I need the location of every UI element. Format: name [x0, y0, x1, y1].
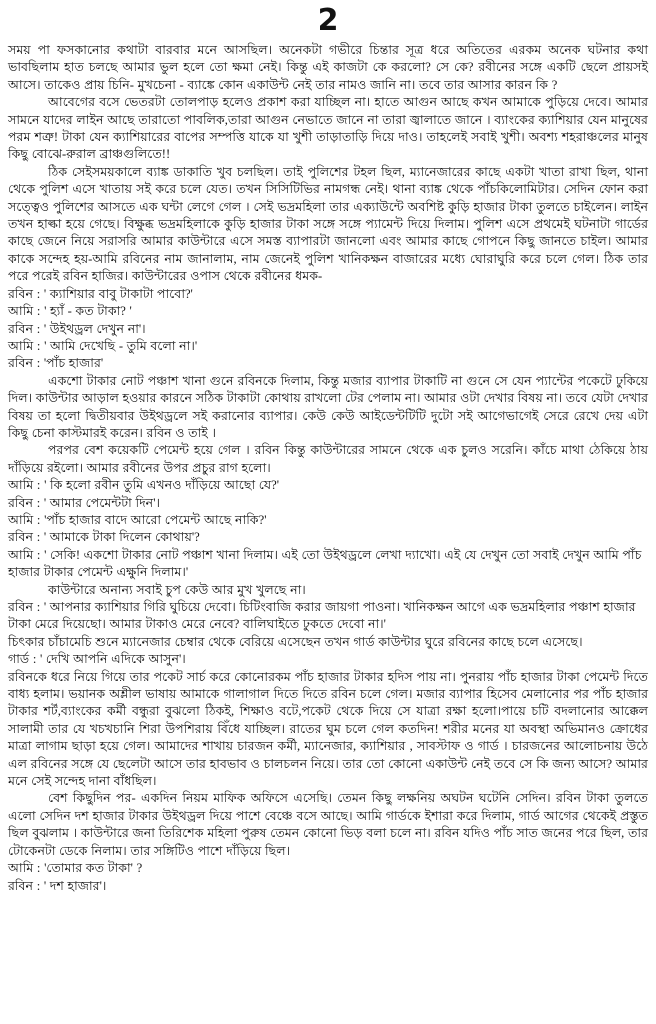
text-paragraph: রবিনকে ধরে নিয়ে গিয়ে তার পকেট সার্চ করে কোনোরকম পাঁচ হাজার টাকার হদিস পায় না। পুনরায় পাঁচ হাজার টাকা পেমেন্ট দিতে বাধ্য হলাম। ভয়ানক অশ্লীল ভাষায় আমাকে গালাগাল দিতে দিতে রবিন চলে গেল। মজার ব্যাপার হিসেব মেলানোর পর পাঁচ হাজার টাকার শর্ট,ব্যাংকের কর্মী বন্ধুরা বুঝলো ঠিকই, শিক্ষাও বটে,পকেট থেকে দিয়ে সে যাত্রা রক্ষা হলো।পায়ে চটি বদলানোর আক্কেল সালামী তার যে খচখচানি শিরা উপশিরায় বিঁধে যাচ্ছিল। রাতের ঘুম চলে গেল কতদিন! শরীর মনের যা অবস্থা অভিমানও ক্রোধের মাত্রা লাগাম ছাড়া হয়ে গেল। আমাদের শাখায় চারজন কর্মী, ম্যানেজার, ক্যাশিয়ার , সাবস্টাফ ও গার্ড । চারজনের আলোচনায় উঠে এল রবিনের সঙ্গে যে ছেলেটা আসে তার হাবভাব ও চালচলন নিয়ে। তার তো কোনো একাউন্ট নেই তবে সে কি জন্য আসে? আমার মনে সেই সন্দেহ দানা বাঁধছিল। [8, 669, 648, 789]
dialogue-line: রবিন : 'পাঁচ হাজার' [8, 356, 104, 371]
text-paragraph: পরপর বেশ কয়েকটি পেমেন্ট হয়ে গেল । রবিন কিন্তু কাউন্টারের সামনে থেকে এক চুলও সরেনি। কাঁচে মাথা ঠেকিয়ে ঠায় দাঁড়িয়ে রইলো। আমার রবীনের উপর প্রচুর রাগ হলো। [8, 443, 648, 475]
dialogue-line: আমি : ' আমি দেখেছি - তুমি বলো না।' [8, 338, 198, 353]
dialogue-line: রবিন : ' আপনার ক্যাশিয়ার গিরি ঘুচিয়ে দেবো। চিটিংবাজি করার জায়গা পাওনা। খানিকক্ষন আগে এক ভদ্রমহিলার পঞ্চাশ হাজার টাকা মেরে দিয়েছো। আমার টাকাও মেরে নেবে? বালিঘাইতে ঢুকতে দেবো না।' [8, 600, 636, 632]
text-paragraph: সময় পা ফসকানোর কথাটা বারবার মনে আসছিল। অনেকটা গভীরে চিন্তার সূত্র ধরে অতিতের এরকম অনেক ঘটনার কথা ভাবছিলাম হাত চলছে আমার ভুল হলে তো ক্ষমা নেই। কিন্তু এই কাজটা কে করলো? সে কে? রবীনের সঙ্গে একটি ছেলে প্রায়সই আসে। তাকেও প্রায় চিনি- মুখচেনা - ব্যাঙ্কে কোন একাউন্ট নেই তার নামও জানি না। তবে তার আসার কারন কি ? [8, 43, 648, 92]
dialogue-line: আমি : ' সেকি! একশো টাকার নোট পঞ্চাশ খানা দিলাম। এই তো উইথড্রলে লেখা দ্যাখো। এই যে দেখুন তো সবাই দেখুন আমি পাঁচ হাজার টাকার পেমেন্ট এক্ষুনি দিলাম।' [8, 547, 642, 580]
text-paragraph: ঠিক সেইসময়কালে ব্যাঙ্ক ডাকাতি খুব চলছিল। তাই পুলিশের টহল ছিল, ম্যানেজারের কাছে একটা খাতা রাখা ছিল, থানা থেকে পুলিশ এসে খাতায় সই করে চলে যেত। তখন সিসিটিভির নামগন্ধ নেই। থানা ব্যাঙ্ক থেকে পাঁচকিলোমিটার। সেদিন ফোন করা সত্ত্বেও পুলিশের আসতে এক ঘন্টা লেগে গেল । সেই ভদ্রমহিলা তার এক্যাউন্টে অবশিষ্ট কুড়ি হাজার টাকা তুলতে চাইলেন। লাইন তখন হাল্কা হয়ে গেছে। বিক্ষুব্ধ ভদ্রমহিলাকে কুড়ি হাজার টাকা সঙ্গে সঙ্গে প্যামেন্ট দিয়ে দিলাম। পুলিশ এসে প্রথমেই ঘটনাটা গার্ডের কাছে জেনে নিয়ে সরাসরি আমার কাউন্টারে এসে সমস্ত ব্যাপারটা জানলো এবং আমার কাছে গোপনে কিছু জানতে চাইল। আমার কাকে সন্দেহ হয়-আমি রবিনের নাম জানালাম, নাম জেনেই পুলিশ খানিকক্ষন বাজারের মধ্যে ঘোরাঘুরি করে চলে গেল। ঠিক তার পরে পরেই রবিন হাজির। কাউন্টারের ওপাস থেকে রবীনের ধমক- [8, 164, 648, 284]
dialogue-line: রবিন : ' দশ হাজার'। [8, 878, 107, 893]
dialogue-line: রবিন : ' ক্যাশিয়ার বাবু টাকাটা পাবো?' [8, 286, 193, 301]
dialogue-line: রবিন : ' উইথড্রল দেখুন না'। [8, 321, 146, 336]
document-body [8, 42, 648, 895]
dialogue-line: আমি : 'তোমার কত টাকা' ? [8, 861, 143, 876]
page-number: 2 [317, 3, 339, 38]
text-paragraph: একশো টাকার নোট পঞ্চাশ খানা গুনে রবিনকে দিলাম, কিন্তু মজার ব্যাপার টাকাটি না গুনে সে যেন প্যান্টের পকেটে ঢুকিয়ে দিল। কাউন্টার আড়াল হওয়ার কারনে সঠিক টাকাটা কোথায় রাখলো টের পেলাম না। আমার ওটা দেখার বিষয় না। তবে যেটা দেখার বিষয় তা হলো দ্বিতীয়বার উইথড্রলে সই করানোর ব্যাপার। কেউ কেউ আইডেন্টটিটি দুটো সই আগেভাগেই সেরে রেখে দেয় এটা কিছু চেনা কাস্টমারই করেন। রবিন ও তাই । [8, 373, 648, 440]
dialogue-line: আমি : 'পাঁচ হাজার বাদে আরো পেমেন্ট আছে নাকি?' [8, 512, 267, 527]
dialogue-line: আমি : ' হ্যাঁ - কত টাকা? ' [8, 304, 132, 319]
text-paragraph: বেশ কিছুদিন পর- একদিন নিয়ম মাফিক অফিসে এসেছি। তেমন কিছু লক্ষনিয় অঘটন ঘটেনি সেদিন। রবিন টাকা তুলতে এলো সেদিন দশ হাজার টাকার উইথড্রল দিয়ে পাশে বেঞ্চে বসে আছে। আমি গার্ডকে ইশারা করে দিলাম, গার্ড আগের থেকেই প্রস্তুত ছিল বুঝলাম । কাউন্টারে জনা তিরিশেক মহিলা পুরুষ তেমন কোনো ভিড় বলা চলে না। রবিন যদিও পাঁচ সাত জনের পরে ছিল, তার টোকেনটা ডেকে নিলাম। তার সঙ্গিটিও পাশে দাঁড়িয়ে ছিল। [8, 791, 648, 858]
text-paragraph: আবেগের বসে ভেতরটা তোলপাড় হলেও প্রকাশ করা যাচ্ছিল না। হাতে আগুন আছে কখন আমাকে পুড়িয়ে দেবে। আমার সামনে যাদের লাইন আছে তারাতো পাবলিক,তারা আগুন নেভাতে জানে না তারা জ্বালাতে জানে । ব্যাংকের ক্যাশিয়ার যেন মানুষের পরম শত্রু! টাকা যেন ক্যাশিয়ারের বাপের সম্পত্তি যাকে যা খুশী তাড়াতাড়ি দিয়ে দাও। তাহলেই সবাই খুশী। অবশ্য শহরাঞ্চলের মানুষ কিছু বোঝে-রুরাল ব্রাঞ্চগুলিতে!! [8, 95, 648, 162]
dialogue-line: রবিন : ' আমাকে টাকা দিলেন কোথায়'? [8, 530, 200, 545]
text-paragraph: চিৎকার চাঁচামেচি শুনে ম্যানেজার চেম্বার থেকে বেরিয়ে এসেছেন তখন গার্ড কাউন্টার ঘুরে রবিনের কাছে চলে এসেছে। [8, 634, 583, 649]
dialogue-line: আমি : ' কি হলো রবীন তুমি এখনও দাঁড়িয়ে আছো যে?' [8, 478, 280, 493]
dialogue-line: রবিন : ' আমার পেমেন্টটা দিন'। [8, 495, 160, 510]
text-paragraph: কাউন্টারে অনান্য সবাই চুপ কেউ আর মুখ খুলছে না। [48, 582, 306, 597]
dialogue-line: গার্ড : ' দেখি আপনি এদিকে আসুন'। [8, 652, 186, 667]
